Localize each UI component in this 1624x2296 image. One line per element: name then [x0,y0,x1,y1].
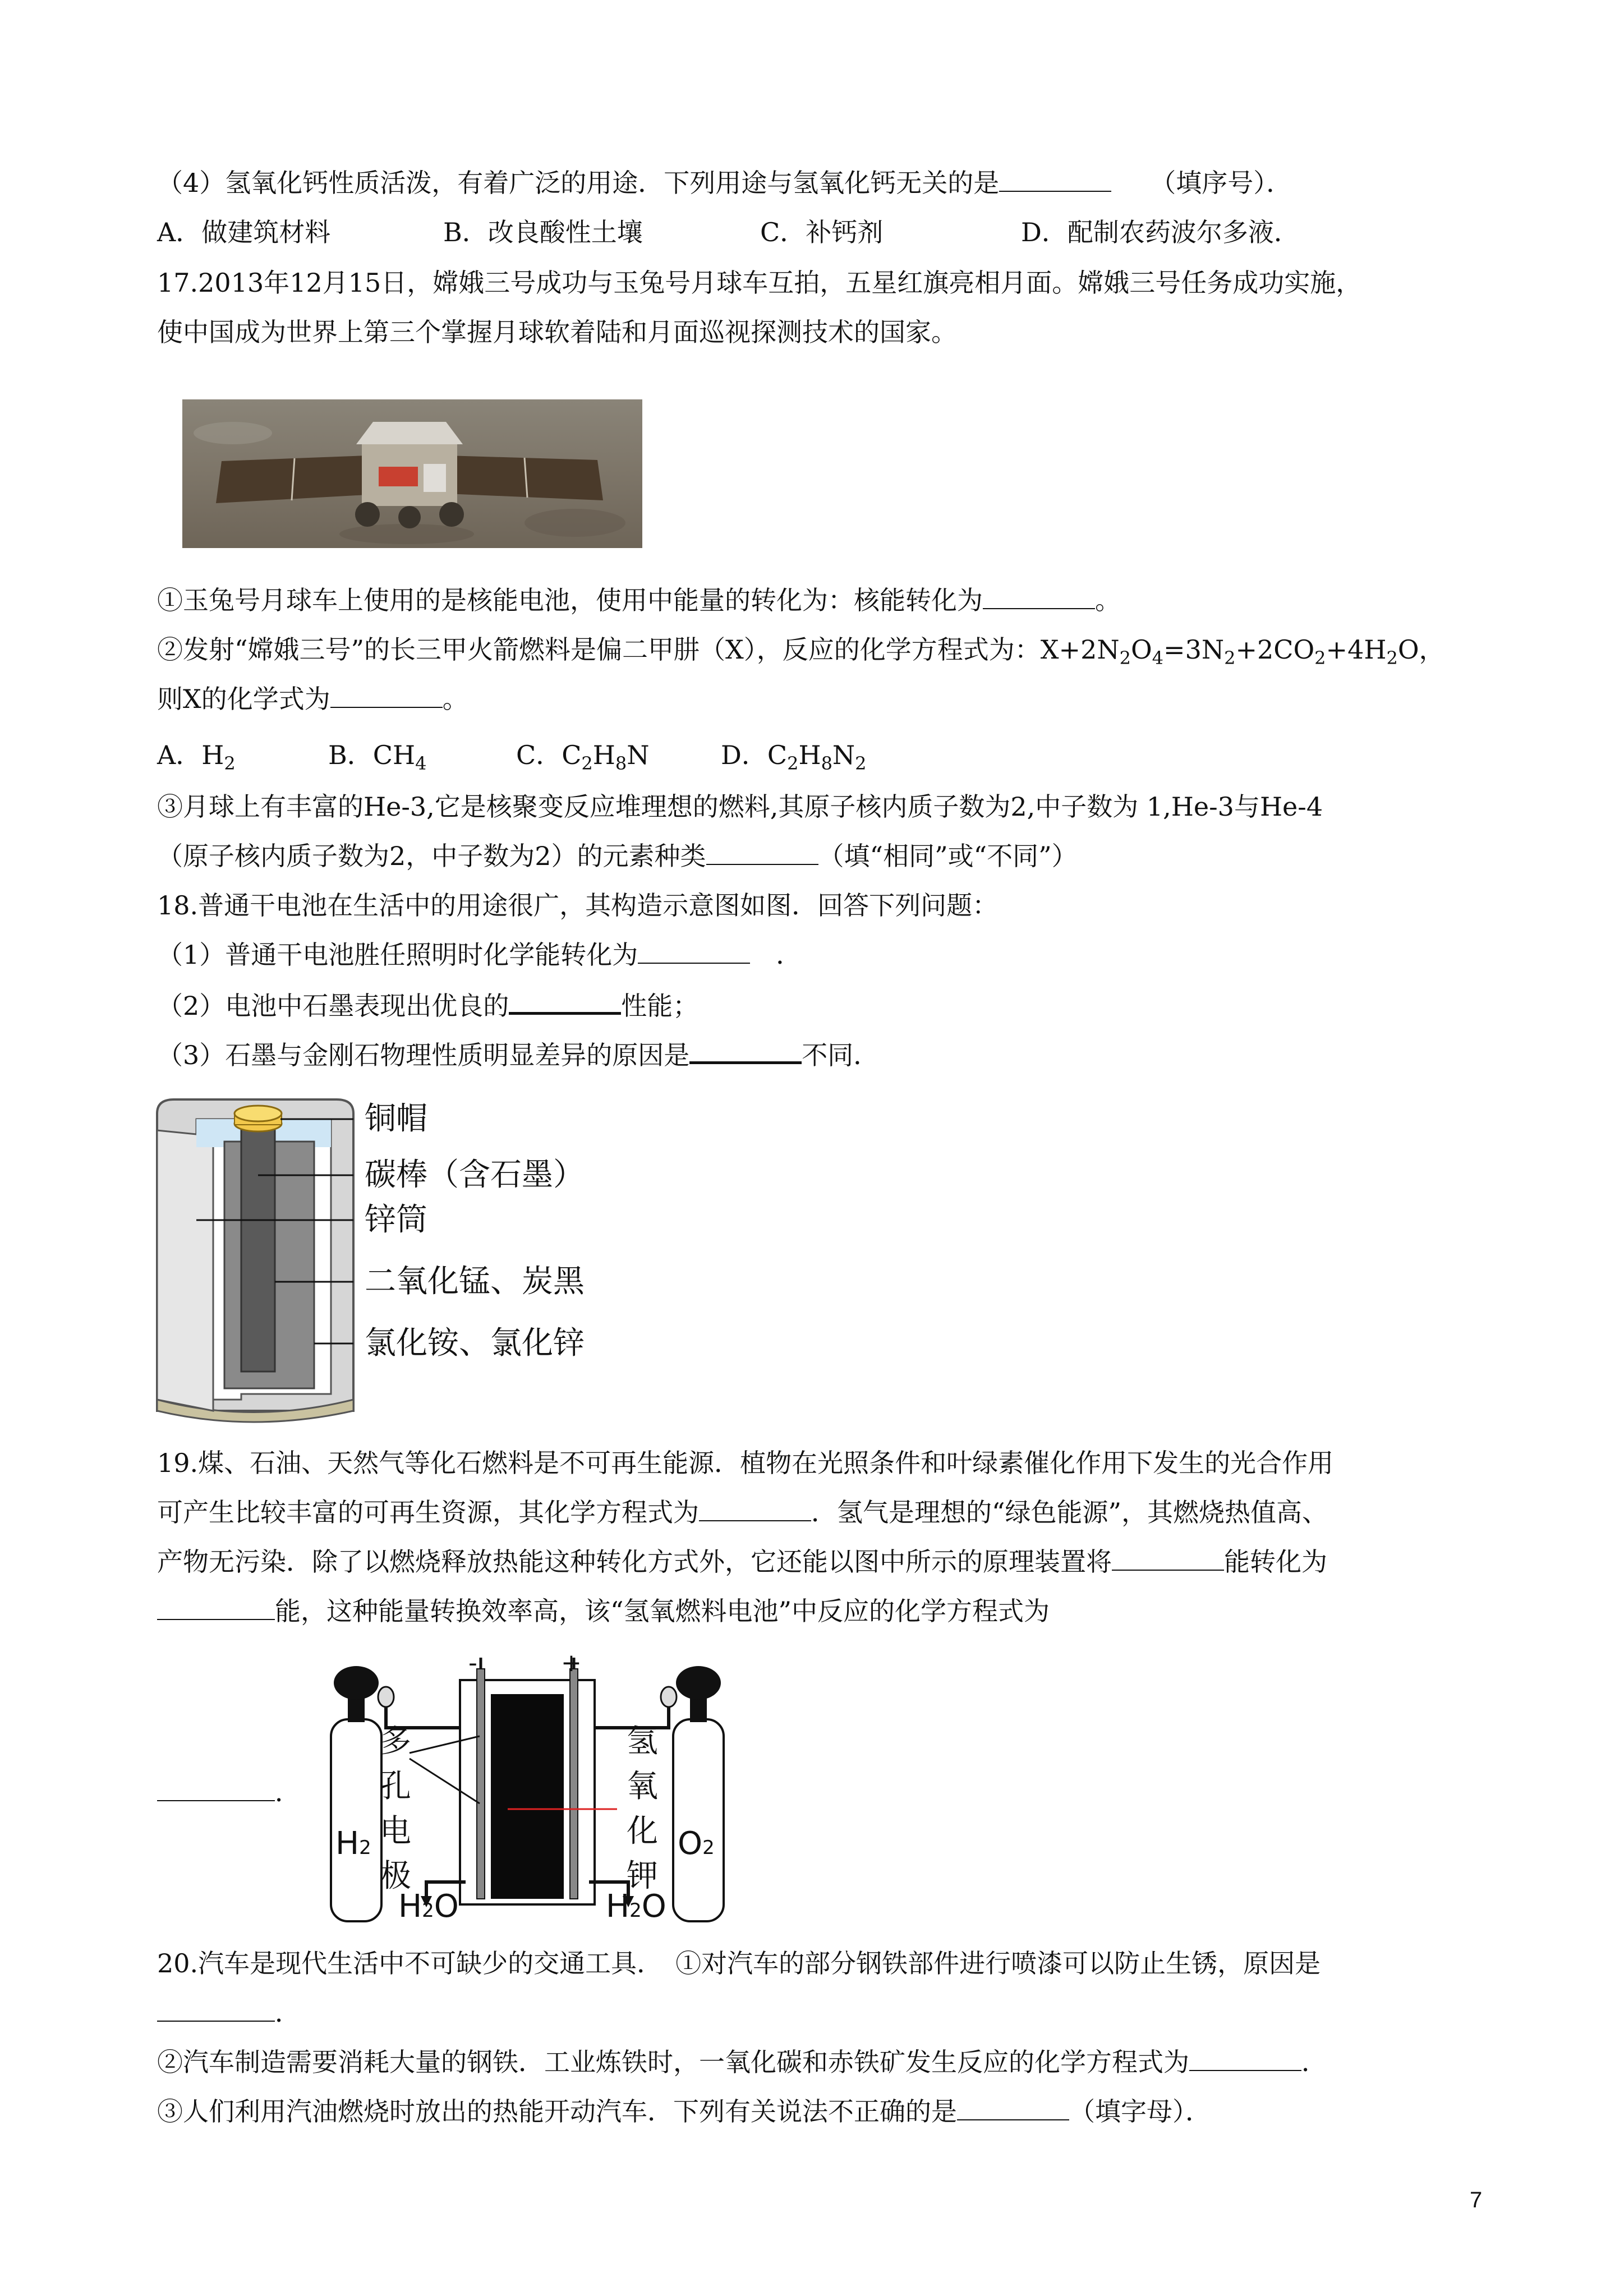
q16-4-option-c: C．补钙剂 [760,217,884,247]
koh-char: 钾 [627,1858,658,1894]
answer-blank[interactable] [509,987,621,1015]
q20-line-3: ②汽车制造需要消耗大量的钢铁．工业炼铁时，一氧化碳和赤铁矿发生反应的化学方程式为 ． [157,2045,1327,2079]
koh-char: 氢 [627,1723,658,1760]
answer-blank[interactable] [157,1775,275,1801]
porous-electrode-char: 多 [380,1723,411,1760]
answer-blank[interactable] [983,583,1095,609]
porous-electrode-char: 极 [380,1858,411,1894]
negative-terminal-label: - [468,1649,477,1677]
label-copper-cap: 铜帽 [365,1101,427,1137]
q16-4-stem: （4）氢氧化钙性质活泼，有着广泛的用途．下列用途与氢氧化钙无关的是 （填序号）． [157,166,1292,200]
answer-blank[interactable] [638,938,750,964]
porous-electrode-label [376,1719,415,1899]
lunar-rover-photo [182,399,642,548]
q17-sub-2-line-2: 则X的化学式为 。 [157,682,468,716]
q17-sub-3-line-2: （原子核内质子数为2，中子数为2）的元素种类 （填“相同”或“不同”） [157,839,1078,873]
q19-line-1: 19.煤、石油、天然气等化石燃料是不可再生能源．植物在光照条件和叶绿素催化作用下发生的光合作用 [157,1448,1334,1478]
answer-blank[interactable] [157,1594,275,1620]
q17-option-c: C．$C_2H_8N$ [516,740,650,774]
q16-4-option-a: A．做建筑材料 [157,217,331,247]
o2-cylinder-label: O2 [678,1825,715,1862]
answer-blank[interactable] [999,166,1111,192]
positive-terminal-label: + [561,1649,582,1677]
q20-line-2: ． [157,1996,301,2030]
q17-option-a: A．$H_2$ [157,740,236,774]
answer-blank[interactable] [1112,1545,1224,1571]
answer-blank[interactable] [706,839,818,865]
q17-sub-2-line-1: ②发射“嫦娥三号”的长三甲火箭燃料是偏二甲肼（X），反应的化学方程式为：$X+2N_2O_4=3N_2+2CO_2+4H_2O$， [157,634,1445,669]
koh-char: 化 [627,1813,658,1849]
q18-part-2: （2）电池中石墨表现出优良的 性能； [157,987,698,1023]
answer-blank[interactable] [157,1996,275,2022]
q17-line-1: 17.2013年12月15日，嫦娥三号成功与玉兔号月球车互拍，五星红旗亮相月面。嫦娥三号任务成功实施， [157,268,1362,298]
porous-electrode-char: 电 [380,1813,411,1849]
koh-char: 氧 [627,1768,658,1805]
q17-sub-1: ①玉兔号月球车上使用的是核能电池，使用中能量的转化为：核能转化为 。 [157,583,1121,617]
q17-sub-3-line-1: ③月球上有丰富的He-3,它是核聚变反应堆理想的燃料,其原子核内质子数为2,中子数为 1,He-3与He-4 [157,792,1323,822]
lunar-rover-illustration [182,399,642,548]
q19-line-2: 可产生比较丰富的可再生资源，其化学方程式为 ．氢气是理想的“绿色能源”，其燃烧热值高、 [157,1496,1328,1529]
h2o-left-label: H2O [398,1888,459,1925]
page-number: 7 [1470,2188,1483,2212]
q18-stem: 18.普通干电池在生活中的用途很广，其构造示意图如图．回答下列问题： [157,890,999,921]
q16-4-option-d: D．配制农药波尔多液． [1021,217,1300,247]
dry-cell-diagram [151,1097,600,1433]
answer-blank[interactable] [957,2095,1069,2120]
q16-4-option-b: B．改良酸性土壤 [443,217,643,247]
q18-part-3: （3）石墨与金刚石物理性质明显差异的原因是 不同． [157,1037,879,1072]
q17-option-b: B．$CH_4$ [328,740,427,774]
h2-cylinder-label: H2 [335,1825,371,1862]
answer-blank[interactable] [699,1496,811,1521]
q20-line-1: 20.汽车是现代生活中不可缺少的交通工具． ①对汽车的部分钢铁部件进行喷漆可以防止生锈，原因是 [157,1948,1321,1978]
label-nh4cl-zncl2: 氯化铵、氯化锌 [365,1325,585,1361]
answer-blank[interactable] [689,1037,802,1064]
label-zinc-shell: 锌筒 [365,1202,427,1238]
q17-line-2: 使中国成为世界上第三个掌握月球软着陆和月面巡视探测技术的国家。 [157,317,957,347]
h2o-right-label: H2O [606,1888,666,1925]
answer-blank[interactable] [330,682,443,708]
koh-label [623,1719,662,1899]
fuel-cell-diagram [314,1649,740,1927]
label-carbon-rod: 碳棒（含石墨） [365,1157,585,1193]
q19-line-3: 产物无污染．除了以燃烧释放热能这种转化方式外，它还能以图中所示的原理装置将 能转化为 [157,1545,1327,1579]
q19-line-5: ． [157,1775,301,1809]
q20-line-4: ③人们利用汽油燃烧时放出的热能开动汽车．下列有关说法不正确的是 （填字母）． [157,2095,1211,2128]
q19-line-4: 能，这种能量转换效率高，该“氢氧燃料电池”中反应的化学方程式为 [157,1594,1050,1628]
answer-blank[interactable] [1189,2045,1301,2071]
q18-part-1: （1）普通干电池胜任照明时化学能转化为 ． [157,938,802,972]
q17-option-d: D．$C_2H_8N_2$ [721,740,867,774]
label-mno2-carbon-black: 二氧化锰、炭黑 [365,1263,585,1300]
porous-electrode-char: 孔 [380,1768,411,1805]
